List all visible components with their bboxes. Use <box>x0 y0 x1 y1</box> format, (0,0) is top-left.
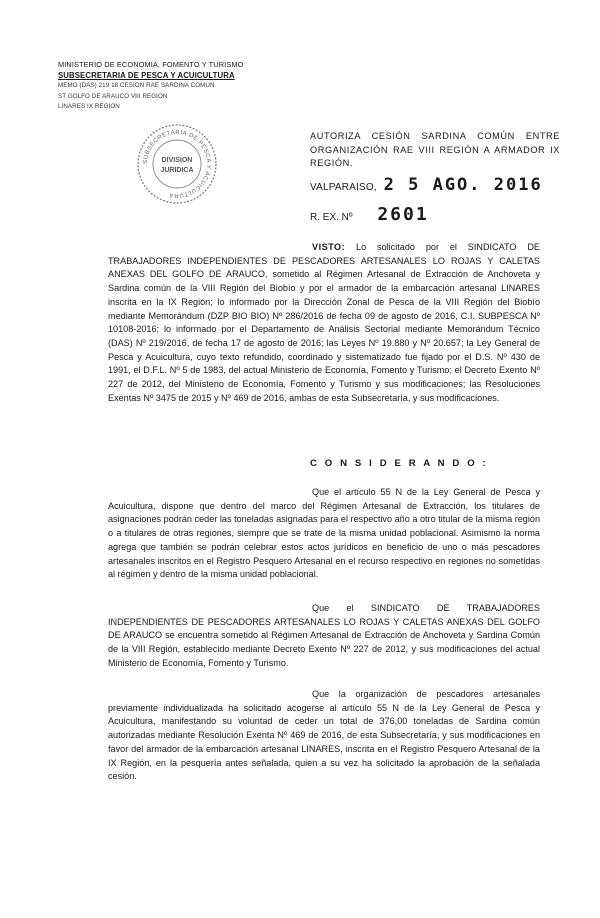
place-label: VALPARAISO, <box>310 182 377 193</box>
seal-center-line1: DIVISION <box>161 157 193 164</box>
resolution-title: AUTORIZA CESIÓN SARDINA COMÚN ENTRE ORGANIZACIÓN RAE VIII REGIÓN A ARMADOR IX REGIÓN. <box>310 131 560 168</box>
considerando-paragraph <box>108 602 540 671</box>
considerando-paragraph <box>108 486 540 582</box>
considerando-text-1: Que el artículo 55 N de la Ley General de Pesca y Acuicultura, dispone que dentro del marco del Régimen Artesanal de Extracción, los titulares de asignaciones podrán ceder las toneladas asignadas para el respectivo año a otro titular de la misma región o a titulares de otras regiones, siempre que se trate de la misma unidad poblacional. Asimismo la norma agrega que también se podrán celebrar estos actos jurídicos en beneficio de uno o más pescadores artesanales inscritos en el Registro Pesquero Artesanal en el recurso respectivo en regiones no sometidas al régimen y dentro de la misma unidad poblacional. <box>108 487 540 580</box>
memo-reference: MEMO (DAS) 219 18 CESION RAE SARDINA COMUN <box>58 82 215 90</box>
vessel-reference: LINARES IX REGION <box>58 103 120 111</box>
ministry-name: MINISTERIO DE ECONOMIA, FOMENTO Y TURISMO <box>58 60 244 69</box>
visto-text: Lo solicitado por el SINDICATO DE TRABAJADORES INDEPENDIENTES DE PESCADORES ARTESANALES LO ROJAS Y CALETAS ANEXAS DEL GOLFO DE ARAUCO, sometido al Régimen Artesanal de Extracción de Anchoveta y Sardina común de la VIII Región del Biobío y por el armador de la embarcación artesanal LINARES inscrita en la IX Región; lo informado por la Dirección Zonal de Pesca de la VIII Región del Biobío mediante Memorándum (DZP BIO BIO) Nº 286/2016 de fecha 09 de agosto de 2016, C.I. SUBPESCA Nº 10108-2016; lo informado por el Departamento de Análisis Sectorial mediante Memorándum Técnico (DAS) Nº 219/2016, de fecha 17 de agosto de 2016; las Leyes Nº 19.880 y Nº 20.657; la Ley General de Pesca y Acuicultura, cuyo texto refundido, coordinado y sistematizado fue fijado por el D.S. Nº 430 de 1991, el D.F.L. Nº 5 de 1983, del actual Ministerio de Economía, Fomento y Turismo; el Decreto Exento Nº 227 de 2012, del Ministerio de Economía, Fomento y Turismo y sus modificaciones; las Resoluciones Exentas Nº 3475 de 2015 y Nº 469 de 2016, ambas de esta Subsecretaría, y sus modificaciones. <box>108 242 540 403</box>
considerando-heading: C O N S I D E R A N D O : <box>310 458 489 469</box>
seal-center-line2: JURIDICA <box>160 167 194 174</box>
resolution-number-line <box>310 204 429 225</box>
rex-number: 2601 <box>377 204 429 225</box>
place-date-line <box>310 175 543 195</box>
official-seal <box>135 122 219 206</box>
seal-ring-text: SUBSECRETARIA DE PESCA Y ACUICULTURA <box>142 129 212 199</box>
visto-paragraph <box>108 241 540 405</box>
considerando-text-3: Que la organización de pescadores artesanales previamente individualizada ha solicitado acogerse al artículo 55 N de la Ley General de Pesca y Acuicultura, manifestando su voluntad de ceder un total de 376,00 toneladas de Sardina común autorizadas mediante Resolución Exenta Nº 469 de 2016, de esta Subsecretaría, y sus modificaciones en favor del armador de la embarcación artesanal LINARES, inscrita en el Registro Pesquero Artesanal de la IX Región, en la pesquería antes señalada, quien a su vez ha solicitado la aprobación de la señalada cesión. <box>108 689 540 782</box>
organization-reference: ST GOLFO DE ARAUCO VIII REGION <box>58 92 168 100</box>
subsecretaria-name: SUBSECRETARIA DE PESCA Y ACUICULTURA <box>58 70 235 80</box>
letterhead <box>58 60 243 113</box>
visto-heading: VISTO: <box>312 242 346 252</box>
stamped-date: 2 5 AGO. 2016 <box>383 175 543 195</box>
considerando-paragraph <box>108 688 540 784</box>
rex-label: R. EX. Nº <box>310 212 353 223</box>
considerando-text-2: Que el SINDICATO DE TRABAJADORES INDEPENDIENTES DE PESCADORES ARTESANALES LO ROJAS Y CALETAS ANEXAS DEL GOLFO DE ARAUCO se encuentra sometido al Régimen Artesanal de Extracción de Anchoveta y Sardina Común de la VIII Región, establecido mediante Decreto Exento Nº 227 de 2012, y sus modificaciones del actual Ministerio de Economía, Fomento y Turismo. <box>108 603 540 668</box>
